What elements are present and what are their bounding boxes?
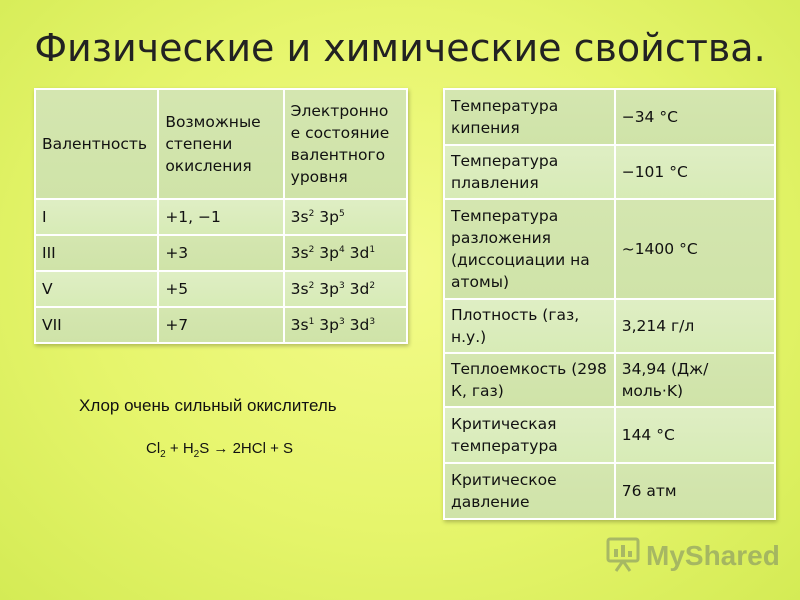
property-value: −34 °C	[615, 89, 775, 145]
oxidation-cell: +1, −1	[158, 199, 283, 235]
oxidizer-note: Хлор очень сильный окислитель	[79, 396, 337, 415]
oxidation-cell: +5	[158, 271, 283, 307]
property-value: 144 °C	[615, 407, 775, 463]
config-cell: $3s^1$ $3p^3$ $3d^3$	[284, 307, 407, 343]
table-header-row	[35, 89, 407, 199]
reaction-equation: $Cl_2 + H_2S \to 2HCl + S$	[146, 440, 294, 460]
table-row	[444, 145, 775, 199]
myshared-watermark	[606, 534, 780, 578]
valence-cell: III	[35, 235, 158, 271]
property-name: Температура разложения (диссоциации на атомы)	[444, 199, 615, 299]
property-name: Критическое давление	[444, 463, 615, 519]
table-row	[35, 271, 407, 307]
table-row	[35, 199, 407, 235]
property-name: Теплоемкость (298 К, газ)	[444, 353, 615, 407]
valence-table	[34, 88, 408, 344]
table-row	[444, 89, 775, 145]
valence-cell: V	[35, 271, 158, 307]
valence-cell: VII	[35, 307, 158, 343]
header-electron-state: Электронно е состояние валентного уровня	[284, 89, 407, 199]
property-value: −101 °C	[615, 145, 775, 199]
table-row	[444, 463, 775, 519]
property-name: Температура плавления	[444, 145, 615, 199]
slide-title: Физические и химические свойства.	[34, 26, 766, 70]
property-name: Плотность (газ, н.у.)	[444, 299, 615, 353]
header-valence: Валентность	[35, 89, 158, 199]
property-name: Температура кипения	[444, 89, 615, 145]
property-value: ~1400 °C	[615, 199, 775, 299]
properties-table	[443, 88, 776, 520]
table-row	[35, 235, 407, 271]
property-value: 3,214 г/л	[615, 299, 775, 353]
table-row	[444, 299, 775, 353]
oxidation-cell: +3	[158, 235, 283, 271]
valence-cell: I	[35, 199, 158, 235]
property-value: 76 атм	[615, 463, 775, 519]
table-row	[444, 407, 775, 463]
table-row	[35, 307, 407, 343]
property-value: 34,94 (Дж/моль·K)	[615, 353, 775, 407]
presentation-icon	[606, 535, 640, 577]
oxidation-cell: +7	[158, 307, 283, 343]
table-row	[444, 353, 775, 407]
property-name: Критическая температура	[444, 407, 615, 463]
header-oxidation: Возможные степени окисления	[158, 89, 283, 199]
config-cell: $3s^2$ $3p^3$ $3d^2$	[284, 271, 407, 307]
table-row	[444, 199, 775, 299]
config-cell: $3s^2$ $3p^4$ $3d^1$	[284, 235, 407, 271]
watermark-text: MyShared	[646, 540, 780, 571]
config-cell: $3s^2$ $3p^5$	[284, 199, 407, 235]
